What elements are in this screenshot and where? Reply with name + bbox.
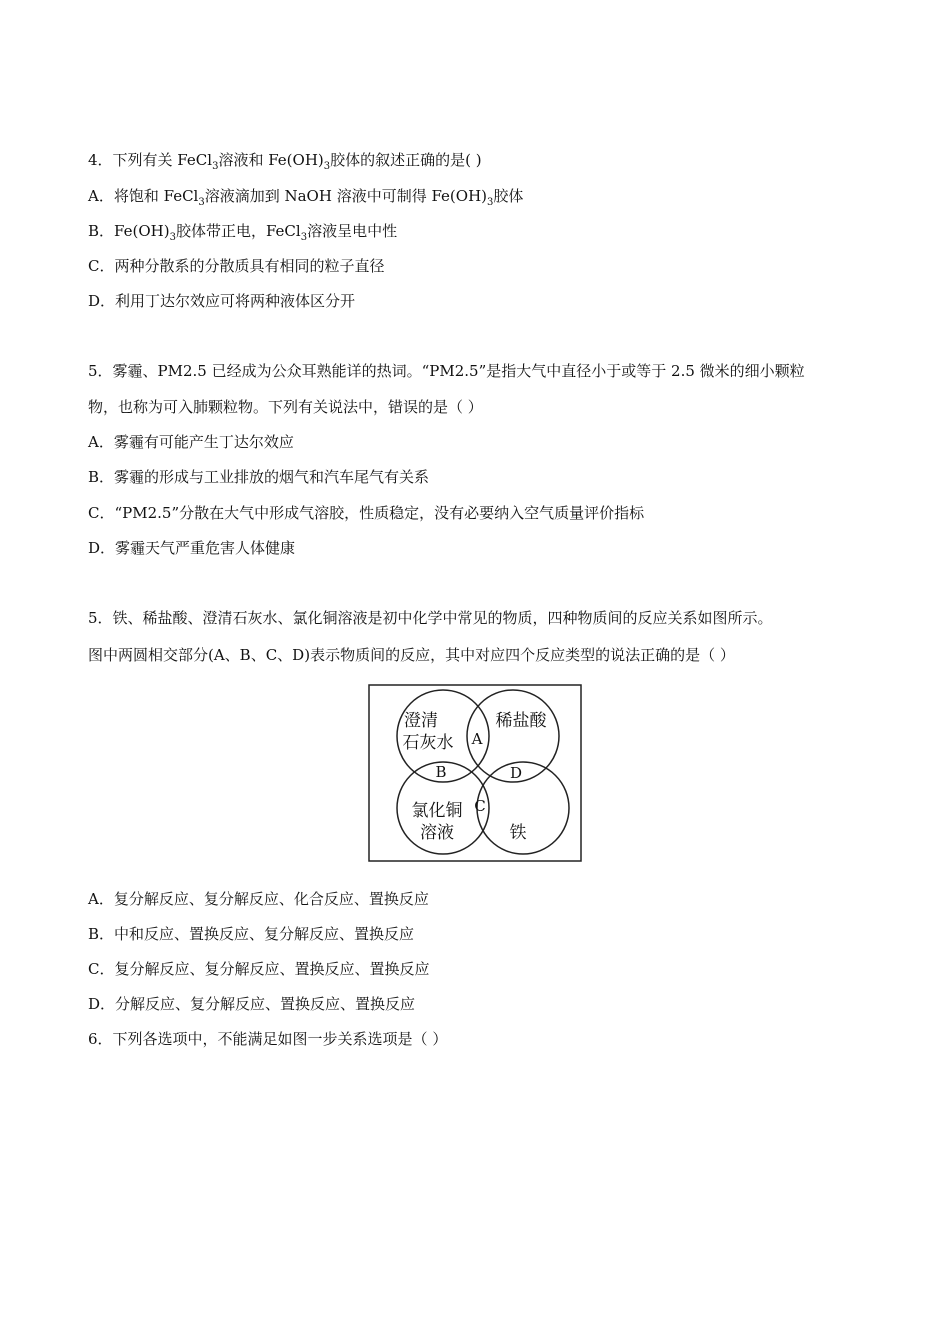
q6-stem: 6．下列各选项中，不能满足如图一步关系选项是（ ）	[88, 1030, 448, 1048]
q5a-option-b: B．雾霾的形成与工业排放的烟气和汽车尾气有关系	[88, 468, 430, 486]
label-iron: 铁	[509, 823, 527, 843]
q4-option-a: A．将饱和 FeCl$_3$溶液滴加到 NaOH 溶液中可制得 $Fe(OH)_3$胶体	[88, 187, 524, 208]
q5a-option-c: C．“PM2.5”分散在大气中形成气溶胶，性质稳定，没有必要纳入空气质量评价指标	[88, 504, 645, 522]
region-label-b: B	[435, 763, 447, 781]
q5b-stem-line1: 5．铁、稀盐酸、澄清石灰水、氯化铜溶液是初中化学中常见的物质，四种物质间的反应关系如图所示。	[88, 609, 773, 627]
q5a-option-d: D．雾霾天气严重危害人体健康	[88, 539, 296, 557]
q4-stem: 4．下列有关 FeCl$_3$溶液和 $Fe(OH)_3$胶体的叙述正确的是( )	[88, 151, 482, 172]
label-lime-water-1: 澄清	[404, 711, 438, 731]
q5b-option-a: A．复分解反应、复分解反应、化合反应、置换反应	[88, 890, 429, 908]
label-hydrochloric-acid: 稀盐酸	[495, 711, 547, 731]
q5a-stem-line1: 5．雾霾、PM2.5 已经成为公众耳熟能详的热词。“PM2.5”是指大气中直径小于或等于 2.5 微米的细小颗粒	[88, 362, 805, 380]
region-label-c: C	[474, 797, 486, 815]
q5a-option-a: A．雾霾有可能产生丁达尔效应	[88, 433, 294, 451]
label-lime-water-2: 石灰水	[402, 733, 454, 753]
q5b-option-b: B．中和反应、置换反应、复分解反应、置换反应	[88, 925, 415, 943]
q5a-stem-line2: 物，也称为可入肺颗粒物。下列有关说法中，错误的是（ ）	[88, 398, 483, 416]
q4-option-d: D．利用丁达尔效应可将两种液体区分开	[88, 292, 356, 310]
venn-diagram	[368, 684, 582, 862]
q5b-option-d: D．分解反应、复分解反应、置换反应、置换反应	[88, 995, 416, 1013]
q5b-option-c: C．复分解反应、复分解反应、置换反应、置换反应	[88, 960, 430, 978]
q5b-stem-line2: 图中两圆相交部分(A、B、C、D)表示物质间的反应，其中对应四个反应类型的说法正确的是（ ）	[88, 646, 735, 664]
label-copper-chloride-2: 溶液	[420, 823, 454, 843]
region-label-d: D	[509, 764, 523, 782]
label-copper-chloride-1: 氯化铜	[411, 801, 463, 821]
region-label-a: A	[471, 730, 483, 748]
q4-option-c: C．两种分散系的分散质具有相同的粒子直径	[88, 257, 385, 275]
q4-option-b: B．$Fe(OH)_3$胶体带正电，FeCl$_3$溶液呈电中性	[88, 222, 398, 243]
